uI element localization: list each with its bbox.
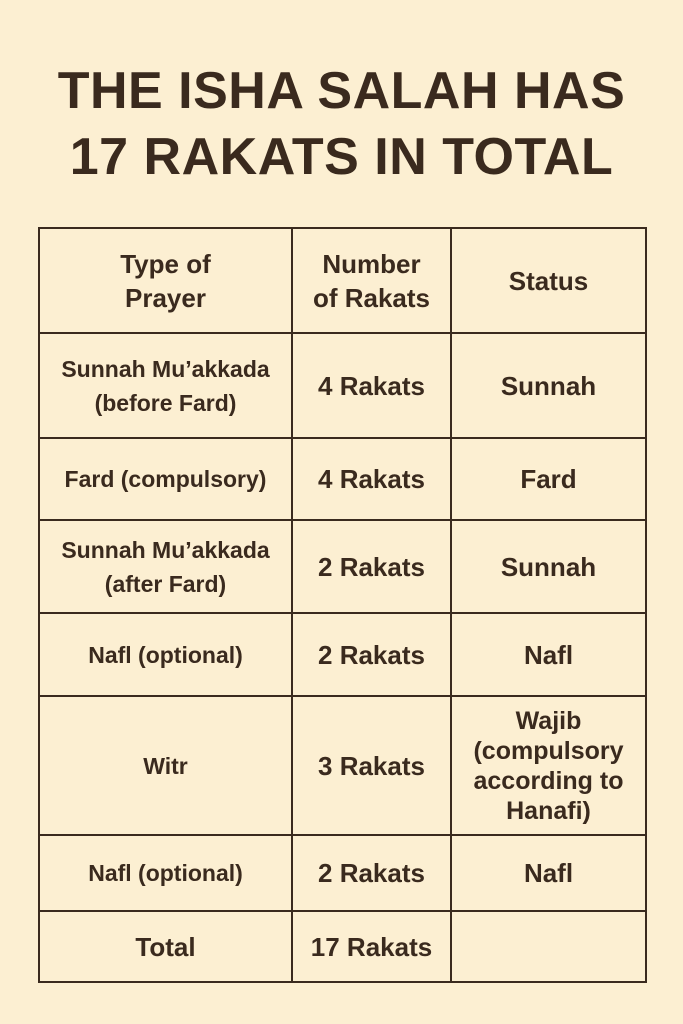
type-header <box>39 228 292 333</box>
prayer-type-cell-line: Fard (compulsory) <box>64 466 267 492</box>
page-title <box>0 58 683 190</box>
type-header-line: Type of <box>120 248 211 279</box>
prayer-type-cell <box>39 520 292 613</box>
status-cell <box>451 835 646 911</box>
table-row <box>39 835 646 911</box>
rakats-cell: 2 Rakats <box>292 520 451 613</box>
table-row <box>39 520 646 613</box>
total-rakats: 17 Rakats <box>292 911 451 982</box>
prayer-type-cell <box>39 333 292 438</box>
status-cell-line: Nafl <box>523 858 574 888</box>
rakats-header-line: Number <box>322 248 421 279</box>
rakats-table <box>38 227 647 983</box>
table-row <box>39 613 646 696</box>
total-label: Total <box>39 911 292 982</box>
status-cell-line: Wajib <box>515 706 582 735</box>
prayer-type-cell-line: Nafl (optional) <box>88 641 243 668</box>
status-cell <box>451 520 646 613</box>
rakats-cell: 4 Rakats <box>292 333 451 438</box>
table-row <box>39 333 646 438</box>
table-row <box>39 438 646 520</box>
status-cell-line: Nafl <box>523 639 574 670</box>
rakats-cell: 4 Rakats <box>292 438 451 520</box>
status-cell <box>451 333 646 438</box>
title-line-1: THE ISHA SALAH HAS <box>57 62 626 120</box>
status-cell-line: Sunnah <box>500 370 597 401</box>
total-status <box>451 911 646 982</box>
rakats-cell: 2 Rakats <box>292 835 451 911</box>
status-cell-line: (compulsory <box>473 736 624 765</box>
prayer-type-cell <box>39 613 292 696</box>
prayer-type-cell-line: Sunnah Mu’akkada <box>61 355 270 382</box>
prayer-type-cell-line: Sunnah Mu’akkada <box>61 536 270 563</box>
prayer-type-cell-line: Nafl (optional) <box>88 860 243 886</box>
status-cell <box>451 438 646 520</box>
prayer-type-cell <box>39 835 292 911</box>
status-cell <box>451 696 646 835</box>
prayer-type-cell-line: Witr <box>143 752 188 779</box>
rakats-header <box>292 228 451 333</box>
status-header <box>451 228 646 333</box>
table-row <box>39 696 646 835</box>
rakats-header-line: of Rakats <box>312 282 431 313</box>
status-header-line: Status <box>508 265 589 296</box>
rakats-cell: 2 Rakats <box>292 613 451 696</box>
status-cell-line: Fard <box>520 464 577 494</box>
rakats-cell: 3 Rakats <box>292 696 451 835</box>
prayer-type-cell-line: (before Fard) <box>94 389 237 416</box>
total-row <box>39 911 646 982</box>
prayer-type-cell <box>39 696 292 835</box>
status-cell-line: Sunnah <box>500 551 597 582</box>
status-cell <box>451 613 646 696</box>
status-cell-line: according to <box>473 766 624 795</box>
header-row <box>39 228 646 333</box>
prayer-type-cell <box>39 438 292 520</box>
type-header-line: Prayer <box>125 282 206 313</box>
prayer-type-cell-line: (after Fard) <box>104 570 227 597</box>
title-line-2: 17 RAKATS IN TOTAL <box>69 128 614 186</box>
status-cell-line: Hanafi) <box>506 796 591 825</box>
